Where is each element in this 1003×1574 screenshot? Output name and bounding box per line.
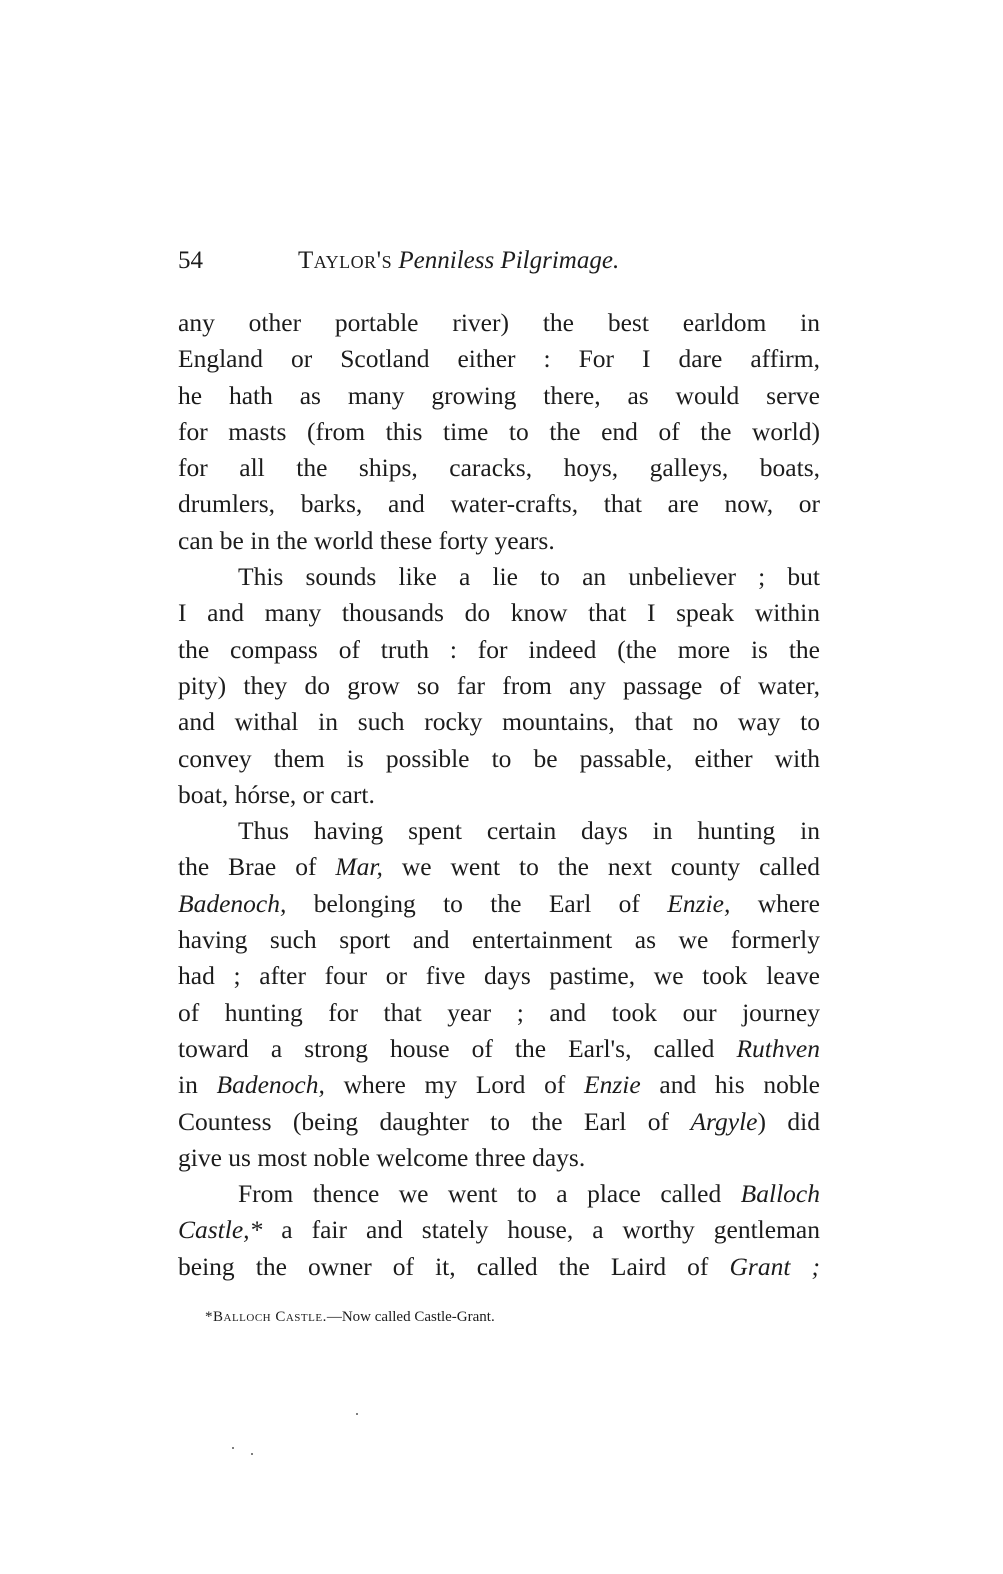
text-line: toward a strong house of the Earl's, called Ruthven <box>178 1033 820 1063</box>
footnote-label: *Balloch Castle. <box>205 1309 327 1325</box>
page-number: 54 <box>178 247 203 274</box>
text-line: This sounds like a lie to an unbeliever ; but <box>238 562 820 592</box>
text-line: of hunting for that year ; and took our journey <box>178 997 820 1027</box>
text-line: had ; after four or five days pastime, we took leave <box>178 961 820 991</box>
text-line: being the owner of it, called the Laird of Grant ; <box>178 1251 820 1281</box>
text-line: boat, hórse, or cart. <box>178 779 375 809</box>
text-line: for masts (from this time to the end of the world) <box>178 416 820 446</box>
text-line: he hath as many growing there, as would serve <box>178 380 820 410</box>
text-line: the compass of truth : for indeed (the more is the <box>178 634 820 664</box>
text-line: the Brae of Mar, we went to the next county called <box>178 852 820 882</box>
text-line: drumlers, barks, and water-crafts, that are now, or <box>178 489 820 519</box>
text-line: give us most noble welcome three days. <box>178 1142 586 1172</box>
running-title-author: Taylor's <box>298 247 393 274</box>
running-title-italic: Penniless Pilgrimage. <box>398 247 620 274</box>
text-line: pity) they do grow so far from any passage of water, <box>178 670 820 700</box>
print-speck <box>251 1453 253 1455</box>
text-line: any other portable river) the best earldom in <box>178 308 820 337</box>
body-text <box>178 305 820 1285</box>
footnote-text: —Now called Castle-Grant. <box>326 1309 495 1325</box>
text-line: and withal in such rocky mountains, that no way to <box>178 707 820 737</box>
running-header <box>178 241 828 281</box>
text-line: in Badenoch, where my Lord of Enzie and his noble <box>178 1070 820 1100</box>
text-line: having such sport and entertainment as we formerly <box>178 925 820 955</box>
print-speck <box>356 1413 358 1415</box>
text-line: convey them is possible to be passable, either with <box>178 743 820 773</box>
text-line: From thence we went to a place called Balloch <box>238 1179 820 1209</box>
footnote <box>205 1306 805 1328</box>
text-line: can be in the world these forty years. <box>178 525 555 555</box>
text-line: I and many thousands do know that I speak within <box>178 598 820 628</box>
running-title <box>298 241 619 281</box>
text-line: England or Scotland either : For I dare affirm, <box>178 344 820 374</box>
text-line: Badenoch, belonging to the Earl of Enzie, where <box>178 888 820 918</box>
text-line: for all the ships, caracks, hoys, galleys, boats, <box>178 453 820 483</box>
text-line: Countess (being daughter to the Earl of Argyle) did <box>178 1106 820 1136</box>
text-line: Thus having spent certain days in hunting in <box>238 816 820 846</box>
print-speck <box>232 1447 234 1449</box>
text-line: Castle,* a fair and stately house, a worthy gentleman <box>178 1215 820 1245</box>
